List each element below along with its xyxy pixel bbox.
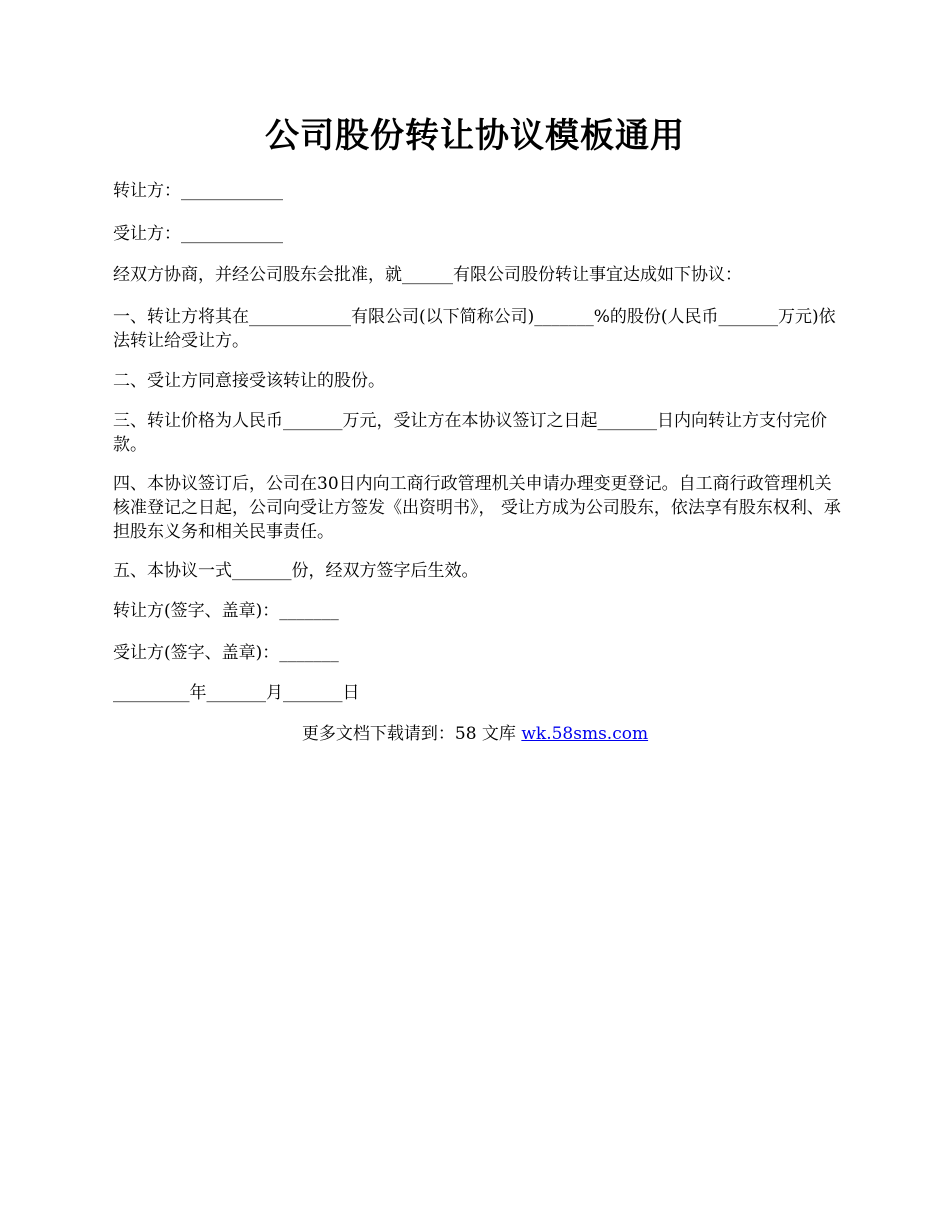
clause-1: 一、转让方将其在____________有限公司(以下简称公司)_______%的股份(人民币_______万元)依法转让给受让方。 bbox=[113, 307, 836, 351]
transferor-signature-line: 转让方(签字、盖章)：_______ bbox=[113, 601, 339, 621]
document-title: 公司股份转让协议模板通用 bbox=[265, 116, 685, 156]
intro-paragraph: 经双方协商，并经公司股东会批准，就______有限公司股份转让事宜达成如下协议： bbox=[113, 265, 742, 285]
clause-2: 二、受让方同意接受该转让的股份。 bbox=[113, 371, 385, 391]
clause-4: 四、本协议签订后，公司在30日内向工商行政管理机关申请办理变更登记。自工商行政管理机关核准登记之日起，公司向受让方签发《出资明书》， 受让方成为公司股东，依法享有股东权利、承担股东义务和相关民事责任。 bbox=[113, 474, 841, 542]
transferor-line: 转让方：____________ bbox=[113, 181, 283, 201]
transferee-signature-line: 受让方(签字、盖章)：_______ bbox=[113, 643, 339, 663]
clause-5: 五、本协议一式_______份，经双方签字后生效。 bbox=[113, 561, 479, 581]
footer-link[interactable]: wk.58sms.com bbox=[521, 724, 649, 744]
date-line: _________年_______月_______日 bbox=[113, 683, 360, 703]
transferee-line: 受让方：____________ bbox=[113, 224, 283, 244]
clause-3: 三、转让价格为人民币_______万元，受让方在本协议签订之日起_______日内向转让方支付完价款。 bbox=[113, 411, 827, 455]
footer-text: 更多文档下载请到：58 文库 bbox=[301, 724, 522, 744]
footer bbox=[0, 722, 950, 746]
